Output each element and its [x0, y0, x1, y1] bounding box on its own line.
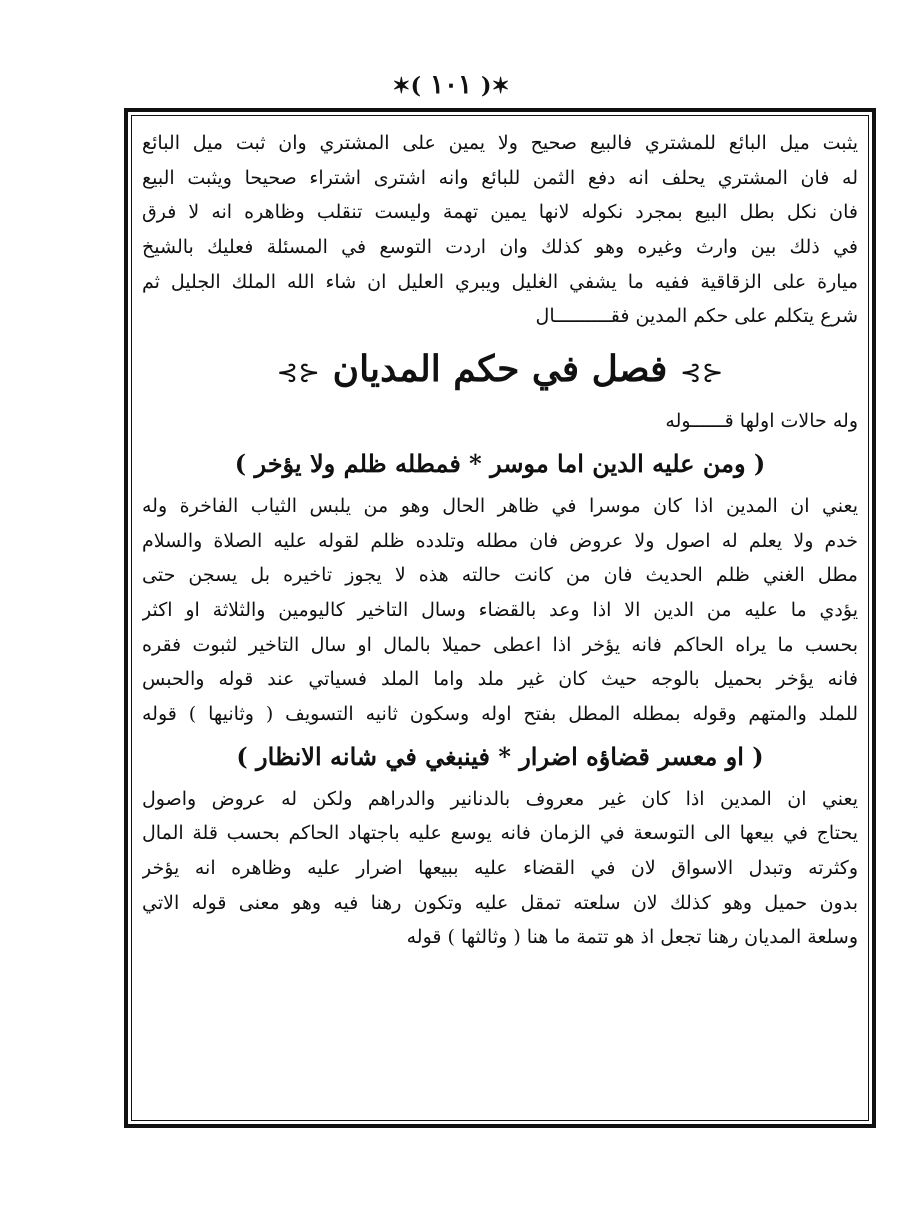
- heading-ornament-left: ⊰⊱: [276, 358, 321, 389]
- page-number: [0, 70, 902, 100]
- intro-line: وله حالات اولها قــــــوله: [665, 410, 858, 433]
- text-line: يثبت ميل البائع للمشتري فالبيع صحيح ولا يمين على المشتري وان ثبت ميل البائع: [142, 132, 858, 154]
- text-line: يحتاج في بيعها الى التوسعة في الزمان فانه يوسع عليه باجتهاد الحاكم بحسب قلة المال: [142, 822, 858, 845]
- page-content: [142, 126, 858, 955]
- text-line: له فان المشتري يحلف انه دفع الثمن للبائع وانه اشترى اشتراء صحيحا ويثبت البيع: [142, 166, 858, 189]
- text-line: شرع يتكلم على حكم المدين فقــــــــــال: [535, 305, 858, 328]
- text-line: مطل الغني ظلم الحديث فان من كانت حالته هذه لا يجوز تاخيره بل يسجن حتى: [142, 564, 858, 587]
- text-line: في ذلك بين وارث وغيره وهو كذلك وان اردت التوسع في المسئلة فعليك بالشيخ: [142, 236, 858, 259]
- text-line: وسلعة المديان رهنا تجعل اذ هو تتمة ما هنا ( وثالثها ) قوله: [406, 926, 858, 949]
- verse-line: ( او معسر قضاؤه اضرار * فينبغي في شانه الانظار ): [236, 741, 764, 771]
- text-line: بحسب ما يراه الحاكم فانه يؤخر اذا اعطى حميلا بالمال او سال التاخير لثبوت فقره: [142, 633, 858, 656]
- section-heading-text: فصل في حكم المديان: [332, 348, 668, 391]
- page-number-right-ornament: )✶: [392, 73, 421, 99]
- text-line: بدون حميل وهو كذلك لان سلعته تمقل عليه وتكون رهنا فيه وهو معنى قوله الاتي: [142, 891, 858, 914]
- text-line: فان نكل بطل البيع بمجرد نكوله لانها يمين تهمة وليست تنقلب وظاهره انه لا فرق: [142, 201, 858, 224]
- text-line: فانه يؤخر بحميل بالوجه حيث كان غير ملد واما الملد فسياتي عند قوله والحبس: [142, 668, 858, 691]
- text-line: وكثرته وتبدل الاسواق لان في القضاء عليه ببيعها اضرار عليه وظاهره انه يؤخر: [142, 857, 858, 879]
- text-line: للملد والمتهم وقوله بمطله المطل بفتح اوله وسكون ثانيه التسويف ( وثانيها ) قوله: [142, 702, 858, 725]
- text-line: يعني ان المدين اذا كان موسرا في ظاهر الحال وهو من يلبس الثياب الفاخرة وله: [142, 494, 858, 517]
- text-line: خدم ولا يعلم له اصول ولا عروض فان مطله وتلدده ظلم لقوله عليه الصلاة والسلام: [142, 529, 858, 552]
- text-line: يعني ان المدين اذا كان غير معروف بالدنانير والدراهم ولكن له عروض واصول: [142, 787, 858, 810]
- verse-line: ( ومن عليه الدين اما موسر * فمطله ظلم ولا يؤخر ): [234, 448, 766, 478]
- text-line: يؤدي ما عليه من الدين الا اذا وعد بالقضاء وسال التاخير كاليومين والثلاثة او اكثر: [142, 598, 858, 621]
- text-line: ميارة على الزقاقية ففيه ما يشفي الغليل ويبري العليل ان شاء الله الملك الجليل ثم: [142, 270, 858, 293]
- section-heading: [142, 334, 858, 404]
- page-number-text: ١٠١: [430, 70, 472, 100]
- heading-ornament-right: ⊰⊱: [679, 358, 724, 389]
- page-number-left-ornament: ✶(: [481, 73, 510, 99]
